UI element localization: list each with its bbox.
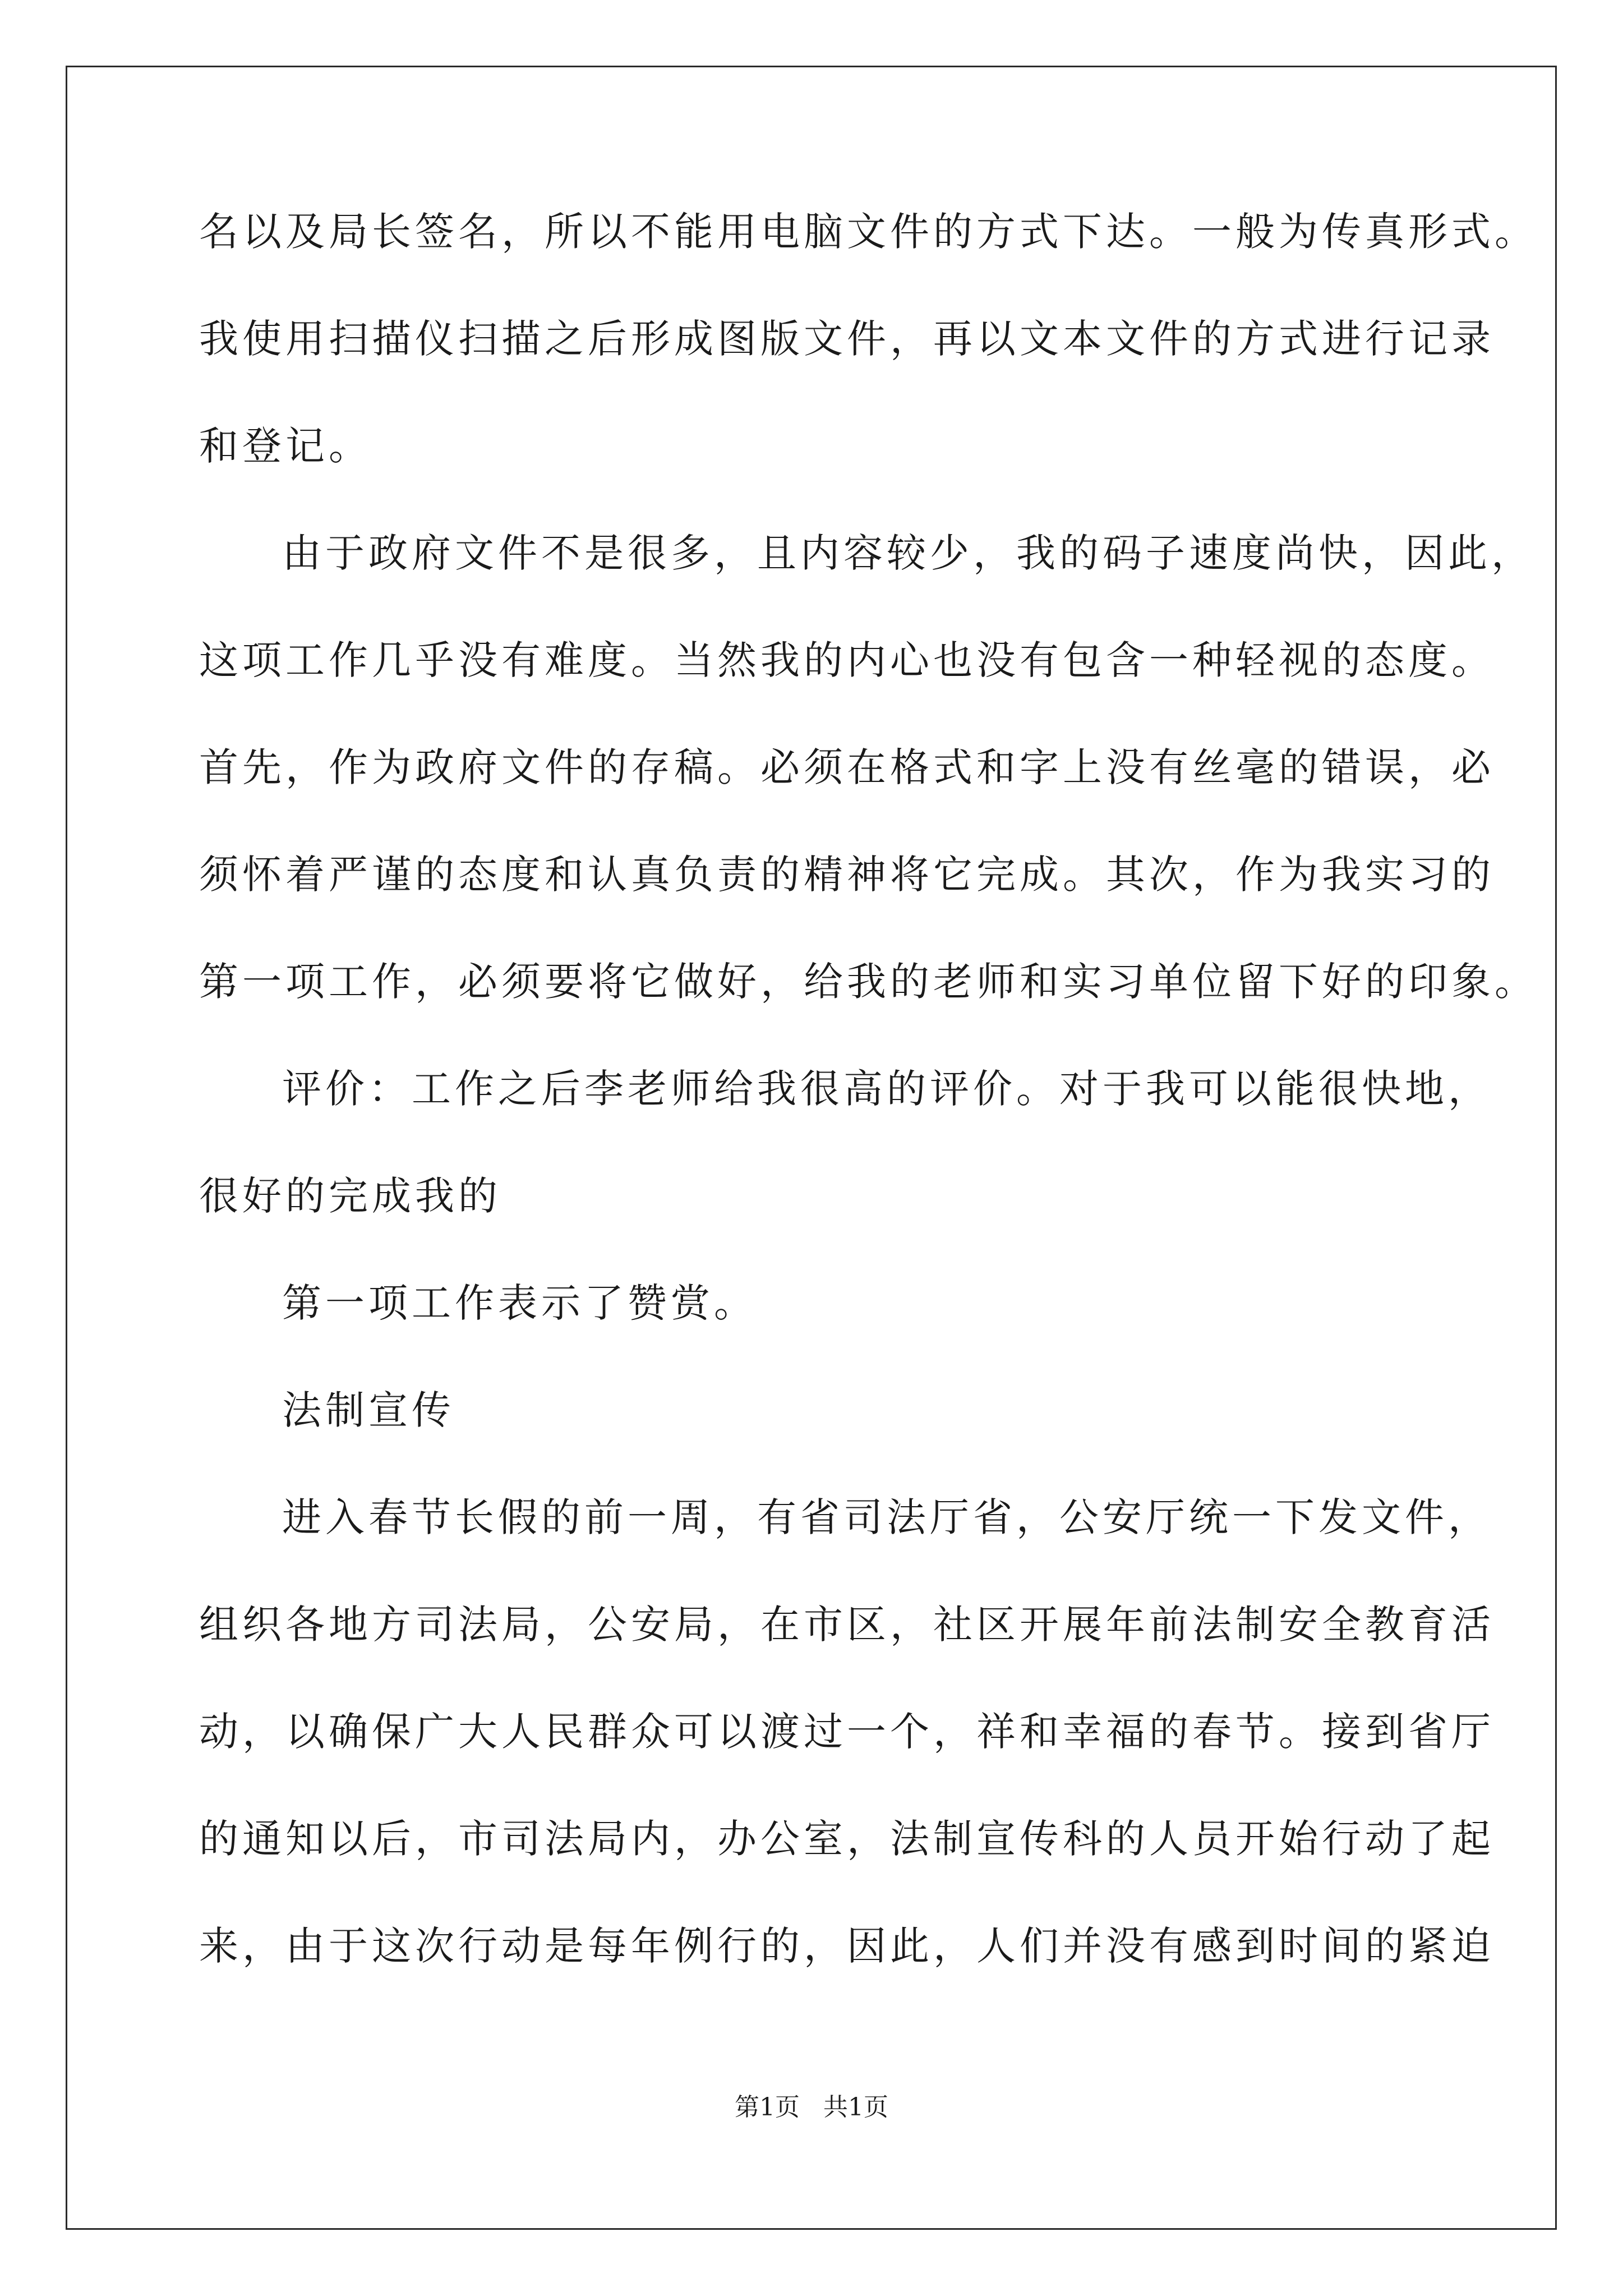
text-line: 第一项工作表示了赞赏。: [282, 1280, 757, 1326]
text-line: 和登记。: [199, 423, 372, 469]
text-line: 评价：工作之后李老师给我很高的评价。对于我可以能很快地，: [282, 1066, 1491, 1112]
text-line: 名以及局长签名，所以不能用电脑文件的方式下达。一般为传真形式。: [199, 209, 1538, 255]
text-line: 来，由于这次行动是每年例行的，因此，人们并没有感到时间的紧迫: [199, 1923, 1495, 1969]
text-line: 首先，作为政府文件的存稿。必须在格式和字上没有丝毫的错误，必: [199, 744, 1495, 790]
text-line: 进入春节长假的前一周，有省司法厅省，公安厅统一下发文件，: [282, 1494, 1491, 1540]
page-number: 第1页: [735, 2093, 800, 2122]
text-line: 组织各地方司法局，公安局，在市区，社区开展年前法制安全教育活: [199, 1602, 1495, 1648]
text-line: 我使用扫描仪扫描之后形成图版文件，再以文本文件的方式进行记录: [199, 316, 1495, 362]
text-line: 第一项工作，必须要将它做好，给我的老师和实习单位留下好的印象。: [199, 959, 1538, 1005]
text-line: 很好的完成我的: [199, 1173, 501, 1219]
page-footer: [0, 2093, 1623, 2122]
text-line: 须怀着严谨的态度和认真负责的精神将它完成。其次，作为我实习的: [199, 852, 1495, 898]
text-line: 这项工作几乎没有难度。当然我的内心也没有包含一种轻视的态度。: [199, 637, 1495, 683]
section-heading: 法制宣传: [282, 1387, 455, 1433]
text-line: 动，以确保广大人民群众可以渡过一个，祥和幸福的春节。接到省厅: [199, 1709, 1495, 1755]
page-total: 共1页: [823, 2093, 888, 2122]
page-border: [66, 66, 1557, 2230]
text-line: 由于政府文件不是很多，且内容较少，我的码子速度尚快，因此，: [282, 530, 1534, 576]
text-line: 的通知以后，市司法局内，办公室，法制宣传科的人员开始行动了起: [199, 1816, 1495, 1862]
